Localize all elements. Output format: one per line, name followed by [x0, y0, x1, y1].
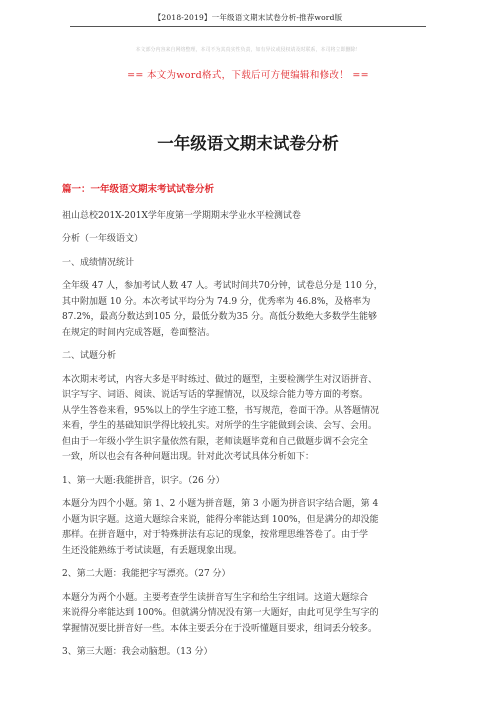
question-1-heading: 1、第一大题:我能拼音，识字。（26 分） [62, 475, 225, 486]
text-line: 那样。在拼音题中，对于特殊拼法有忘记的现象，按常理思维答卷了。由于学 [62, 530, 369, 540]
text-line: 一致，所以也会有各种问题出现。针对此次考试具体分析如下： [62, 452, 315, 462]
text-line: 来看，学生的基础知识学得比较扎实。对所学的生字能做到会读、会写、会用。 [62, 421, 378, 431]
header-divider [70, 26, 426, 27]
document-title: 一年级语文期末试卷分析 [157, 134, 339, 153]
word-format-notice: == 本文为word格式，下载后可方便编辑和修改！ == [127, 70, 369, 81]
paragraph-question-analysis [62, 373, 442, 466]
heading-score-stats: 一、成绩情况统计 [62, 257, 135, 268]
text-line: 来说得分率能达到 100%。但就满分情况没有第一大题好，由此可见学生写字的 [62, 608, 379, 618]
text-line: 其中附加题 10 分。本次考试平均分为 74.9 分，优秀率为 46.8%，及格率为 [62, 296, 371, 307]
question-2-paragraph [62, 591, 442, 638]
text-line: 本次期末考试，内容大多是平时练过、做过的题型，主要检测学生对汉语拼音、 [62, 374, 378, 385]
heading-question-analysis: 二、试题分析 [62, 351, 117, 361]
text-line: 在规定的时间内完成答题，卷面整洁。 [62, 327, 216, 338]
paragraph-score-stats [62, 279, 442, 341]
text-line: 87.2%，最高分数达到105 分，最低分数为35 分。高低分数绝大多数学生能够 [62, 312, 377, 322]
text-line: 从学生答卷来看，95%以上的学生字迹工整，书写规范，卷面干净。从答题情况 [62, 405, 380, 416]
school-line: 祖山总校201X-201X学年度第一学期期末学业水平检测试卷 [62, 210, 301, 221]
document-body [62, 182, 442, 669]
text-line: 识字写字、词语、阅读、说话写话的掌握情况，以及综合能力等方面的考察。 [62, 390, 369, 400]
question-2-heading: 2、第二大题：我能把字写漂亮。（27 分） [62, 569, 231, 579]
text-line: 但由于一年级小学生识字量依然有限，老师读题毕竟和自己做题步调不会完全 [62, 436, 369, 447]
text-line: 掌握情况要比拼音好一些。本体主要丢分在于没听懂题目要求，组词丢分较多。 [62, 623, 378, 634]
header-title: 【2018-2019】一年级语文期末试卷分析-推荐word版 [153, 13, 343, 22]
question-3-heading: 3、第三大题：我会动脑想。（13 分） [62, 647, 213, 657]
subject-line: 分析（一年级语文） [62, 234, 144, 244]
text-line: 小题为识字题。这道大题综合来说，能得分率能达到 100%，但是满分的却没能 [62, 514, 379, 525]
section-title: 篇一：一年级语文期末考试试卷分析 [62, 184, 215, 195]
disclaimer: 本文部分内容来自网络整理，本司不为其真实性负责，如有异议或侵权请及时联系，本司将立即删除！ [135, 47, 361, 53]
text-line: 生还没能熟练于考试读题，有丢题现象出现。 [62, 545, 243, 556]
question-1-paragraph [62, 497, 442, 559]
text-line: 本题分为四个小题。第 1、2 小题为拼音题，第 3 小题为拼音识字结合题，第 4 [62, 499, 379, 509]
text-line: 全年级 47 人，参加考试人数 47 人。考试时间共70分钟，试卷总分是 110 分， [62, 281, 383, 291]
text-line: 本题分为两个小题。主要考查学生读拼音写生字和给生字组词。这道大题综合 [62, 592, 369, 603]
